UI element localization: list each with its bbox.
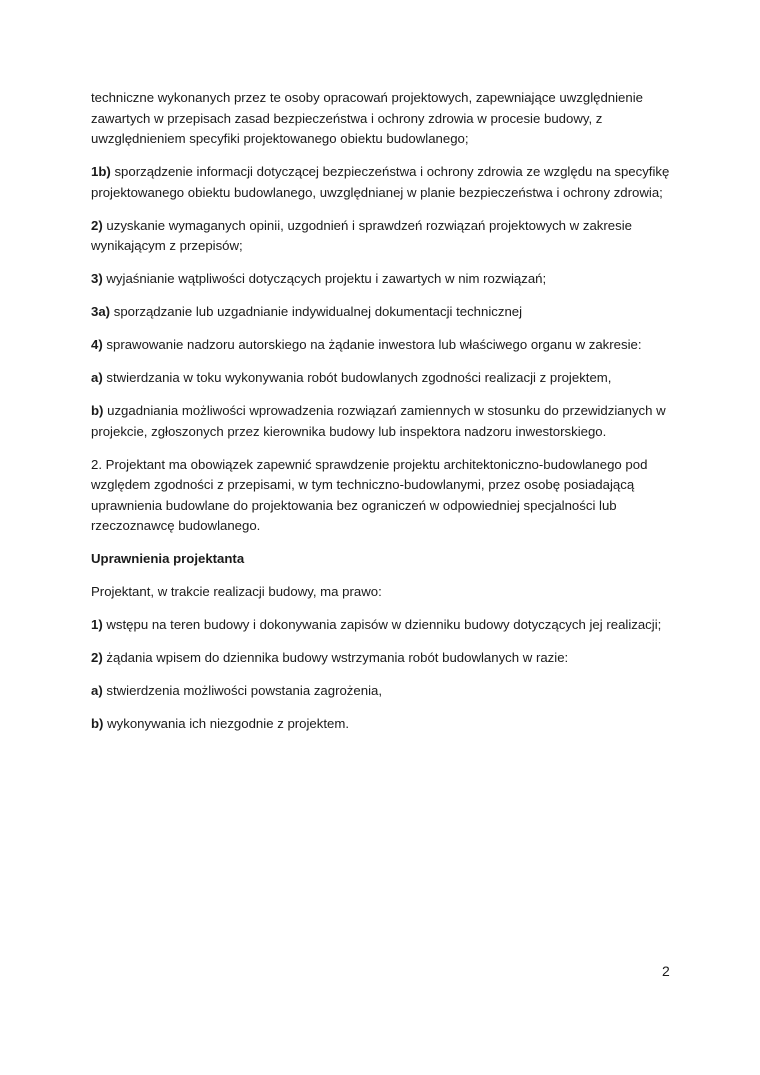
paragraph: [91, 335, 676, 356]
section-heading: Uprawnienia projektanta: [91, 551, 245, 566]
paragraph: [91, 88, 676, 150]
paragraph-prefix: 2): [91, 650, 103, 665]
paragraph-prefix: a): [91, 370, 103, 385]
paragraph-text: uzyskanie wymaganych opinii, uzgodnień i sprawdzeń rozwiązań projektowych w zakresie wynikającym z przepisów;: [91, 217, 632, 253]
paragraph: [91, 162, 676, 203]
paragraph-text: wykonywania ich niezgodnie z projektem.: [103, 716, 350, 731]
paragraph: [91, 269, 676, 290]
paragraph: [91, 302, 676, 323]
paragraph: [91, 216, 676, 257]
paragraph-prefix: 4): [91, 337, 103, 352]
paragraph-prefix: 2): [91, 217, 103, 233]
paragraph-text: wyjaśnianie wątpliwości dotyczących projektu i zawartych w nim rozwiązań;: [102, 271, 547, 286]
paragraph-prefix: a): [91, 683, 103, 698]
page-number: 2: [662, 963, 670, 979]
paragraph-prefix: 1): [91, 617, 103, 632]
paragraph-prefix: b): [91, 716, 104, 731]
document-page: [91, 88, 676, 747]
paragraph-text: żądania wpisem do dziennika budowy wstrzymania robót budowlanych w razie:: [102, 650, 569, 665]
paragraph-prefix: 3a): [91, 304, 111, 319]
paragraph: [91, 648, 676, 669]
paragraph-text: stwierdzenia możliwości powstania zagrożenia,: [102, 683, 382, 698]
paragraph-prefix: 3): [91, 271, 103, 286]
paragraph-text: 2. Projektant ma obowiązek zapewnić sprawdzenie projektu architektoniczno-budowlanego pod względem zgodności z przepisami, w tym techniczno-budowlanymi, przez osobę posiadającą uprawnienia budowlane do projektowania bez ograniczeń w odpowiedniej specjalności lub rzeczoznawcę budowlanego.: [91, 456, 648, 533]
paragraph-prefix: b): [91, 403, 104, 418]
paragraph-text: stwierdzania w toku wykonywania robót budowlanych zgodności realizacji z projektem,: [102, 370, 612, 385]
paragraph: [91, 615, 676, 636]
paragraph-text: sporządzanie lub uzgadnianie indywidualnej dokumentacji technicznej: [110, 304, 523, 319]
paragraph: [91, 681, 676, 702]
paragraph: [91, 714, 676, 735]
paragraph-text: sprawowanie nadzoru autorskiego na żądanie inwestora lub właściwego organu w zakresie:: [102, 337, 642, 352]
paragraph-prefix: 1b): [91, 164, 111, 179]
paragraph: [91, 582, 676, 603]
paragraph-text: uzgadniania możliwości wprowadzenia rozwiązań zamiennych w stosunku do przewidzianych w projekcie, zgłoszonych przez kierownika budowy lub inspektora nadzoru inwestorskiego.: [91, 403, 666, 439]
paragraph-text: wstępu na teren budowy i dokonywania zapisów w dzienniku budowy dotyczących jej realizacji;: [102, 617, 662, 632]
paragraph: [91, 368, 676, 389]
paragraph-text: Projektant, w trakcie realizacji budowy, ma prawo:: [91, 584, 382, 599]
paragraph: [91, 401, 676, 442]
paragraph: [91, 455, 676, 537]
paragraph-text: techniczne wykonanych przez te osoby opracowań projektowych, zapewniające uwzględnienie zawartych w przepisach zasad bezpieczeństwa i ochrony zdrowia w procesie budowy, z uwzględnieniem specyfiki projektowanego obiektu budowlanego;: [91, 90, 643, 146]
paragraph-text: sporządzenie informacji dotyczącej bezpieczeństwa i ochrony zdrowia ze względu na specyfikę projektowanego obiektu budowlanego, uwzględnianej w planie bezpieczeństwa i ochrony zdrowia;: [91, 164, 670, 200]
